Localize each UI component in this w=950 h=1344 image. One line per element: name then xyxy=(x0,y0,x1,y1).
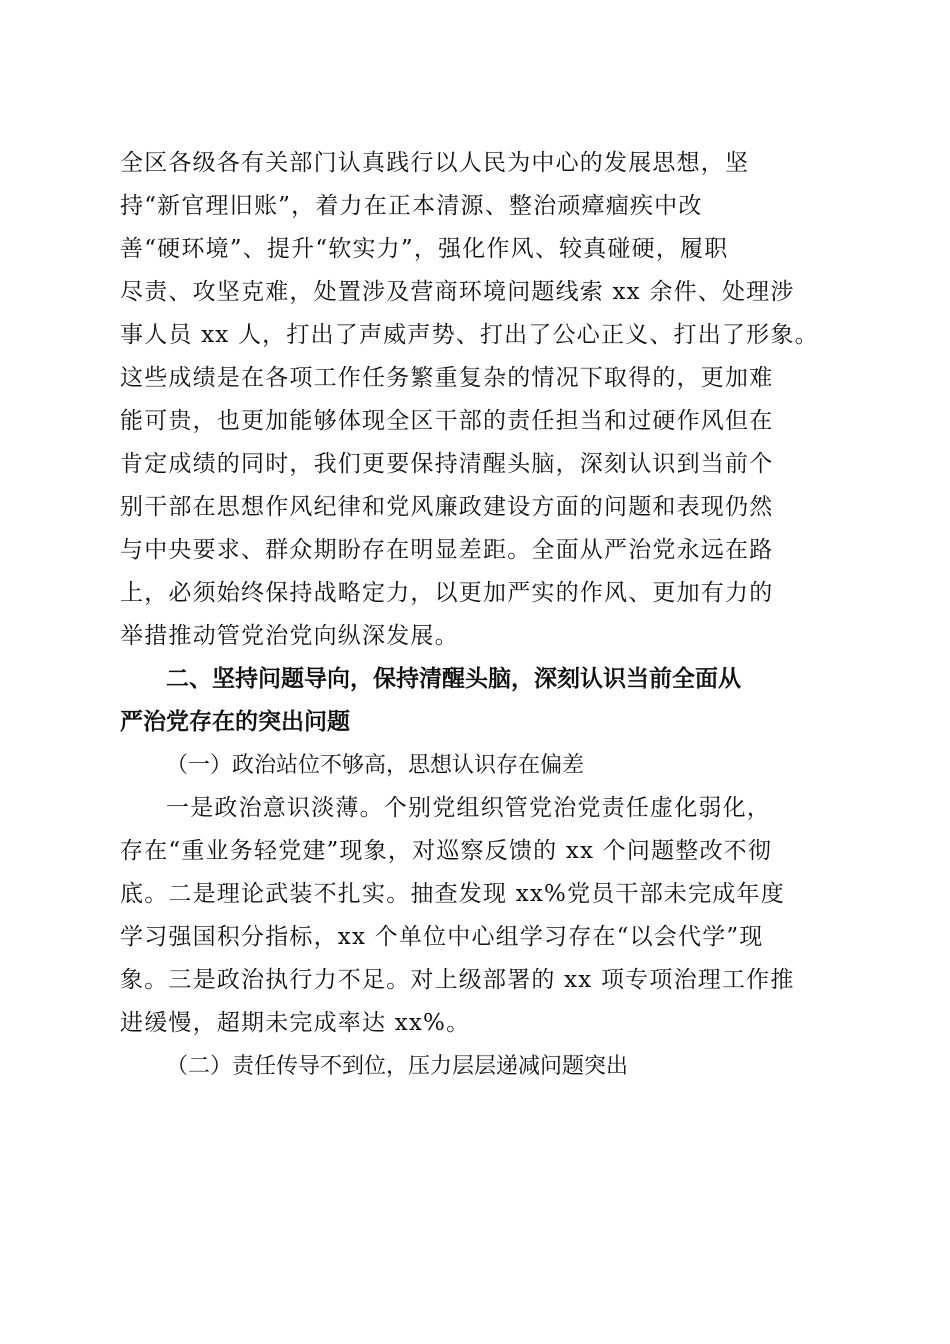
heading-line: 二、坚持问题导向，保持清醒头脑，深刻认识当前全面从 xyxy=(166,666,741,692)
text-line: 事人员 xx 人，打出了声威声势、打出了公心正义、打出了形象。 xyxy=(120,322,819,348)
text-line: 底。二是理论武装不扎实。抽查发现 xx%党员干部未完成年度 xyxy=(120,881,785,907)
text-line: 进缓慢，超期未完成率达 xx%。 xyxy=(120,1010,471,1036)
text-line: 上，必须始终保持战略定力，以更加严实的作风、更加有力的 xyxy=(120,580,774,606)
text-line: 一是政治意识淡薄。个别党组织管党治党责任虚化弱化， xyxy=(166,795,771,821)
document-body xyxy=(120,142,832,1088)
text-line: 持“新官理旧账”，着力在正本清源、整治顽瘴痼疾中改 xyxy=(120,193,703,219)
text-line: 尽责、攻坚克难，处置涉及营商环境问题线索 xx 余件、处理涉 xyxy=(120,279,795,305)
text-line: 与中央要求、群众期盼存在明显差距。全面从严治党永远在路 xyxy=(120,537,774,563)
text-line: 全区各级各有关部门认真践行以人民为中心的发展思想，坚 xyxy=(120,150,750,176)
section-2-heading xyxy=(120,658,832,744)
subsection-1-heading: （一）政治站位不够高，思想认识存在偏差 xyxy=(166,753,585,778)
heading-line: 严治党存在的突出问题 xyxy=(120,709,350,735)
paragraph-political-stance xyxy=(120,787,832,1045)
text-line: 能可贵，也更加能够体现全区干部的责任担当和过硬作风但在 xyxy=(120,408,774,434)
text-line: 别干部在思想作风纪律和党风廉政建设方面的问题和表现仍然 xyxy=(120,494,774,520)
text-line: 象。三是政治执行力不足。对上级部署的 xx 项专项治理工作推 xyxy=(120,967,795,993)
text-line: 这些成绩是在各项工作任务繁重复杂的情况下取得的，更加难 xyxy=(120,365,774,391)
text-line: 善“硬环境”、提升“软实力”，强化作风、较真碰硬，履职 xyxy=(120,236,729,262)
text-line: 举措推动管党治党向纵深发展。 xyxy=(120,623,459,649)
text-line: 肯定成绩的同时，我们更要保持清醒头脑，深刻认识到当前个 xyxy=(120,451,774,477)
text-line: 学习强国积分指标，xx 个单位中心组学习存在“以会代学”现 xyxy=(120,924,764,950)
text-line: 存在“重业务轻党建”现象，对巡察反馈的 xx 个问题整改不彻 xyxy=(120,838,773,864)
paragraph-achievements xyxy=(120,142,832,658)
subsection-2-heading: （二）责任传导不到位，压力层层递减问题突出 xyxy=(166,1054,629,1079)
